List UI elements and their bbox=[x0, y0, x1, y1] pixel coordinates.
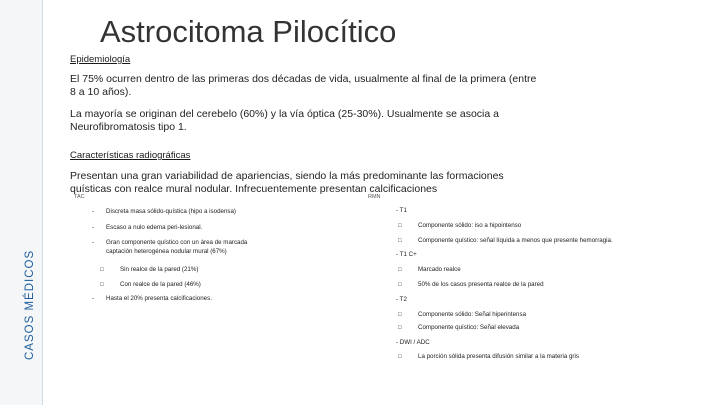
tac-item-1 bbox=[92, 207, 236, 216]
epidemiology-heading-text: Epidemiología bbox=[70, 54, 131, 65]
rmn-t1-text: T1 bbox=[399, 207, 407, 214]
radiology-line1: Presentan una gran variabilidad de apariencias, siendo la más predominante las formaciones bbox=[70, 170, 504, 182]
rmn-t2-text: T2 bbox=[399, 296, 407, 303]
rmn-t1c-item-2-text: 50% de los casos presenta realce de la pared bbox=[418, 281, 544, 288]
square-bullet-icon: □ bbox=[100, 282, 104, 288]
rmn-dwi-item-1 bbox=[398, 352, 579, 362]
rmn-t1-item-2-text: Componente quístico: señal líquida a menos que presente hemorragia. bbox=[418, 237, 613, 244]
dash-bullet: - bbox=[92, 295, 95, 302]
epidemiology-p2-line2: Neurofibromatosis tipo 1. bbox=[70, 121, 187, 133]
rmn-t1c-item-1 bbox=[398, 265, 461, 275]
rmn-t1-item-1-text: Componente sólido: iso a hipointenso bbox=[418, 222, 522, 229]
square-bullet-icon: □ bbox=[398, 238, 402, 244]
rmn-label: RMN bbox=[368, 194, 381, 200]
rmn-t1-item-2 bbox=[398, 236, 613, 246]
dash-bullet: - bbox=[92, 224, 95, 231]
square-bullet-icon: □ bbox=[398, 223, 402, 229]
tac-subitem-2-text: Con realce de la pared (46%) bbox=[120, 281, 201, 288]
epidemiology-p1-line1: El 75% ocurren dentro de las primeras dos décadas de vida, usualmente al final de la primera (entre bbox=[70, 73, 537, 85]
rmn-t1c-text: T1 C+ bbox=[399, 251, 417, 258]
dash-bullet: - bbox=[396, 207, 399, 214]
rmn-t2-item-1 bbox=[398, 310, 526, 320]
epidemiology-p1-line2: 8 a 10 años). bbox=[70, 86, 132, 98]
dash-bullet: - bbox=[396, 339, 399, 346]
rmn-t1-item-1 bbox=[398, 221, 521, 231]
epidemiology-p2-line1: La mayoría se originan del cerebelo (60%) y la vía óptica (25-30%). Usualmente se asocia a bbox=[70, 108, 499, 120]
square-bullet-icon: □ bbox=[398, 325, 402, 331]
dash-bullet: - bbox=[92, 239, 95, 246]
rmn-t2 bbox=[396, 295, 407, 304]
tac-item-2 bbox=[92, 223, 202, 232]
tac-subitem-1 bbox=[100, 265, 198, 275]
square-bullet-icon: □ bbox=[398, 282, 402, 288]
page-title: Astrocitoma Pilocítico bbox=[100, 14, 397, 49]
epidemiology-paragraph-2 bbox=[70, 108, 499, 134]
square-bullet-icon: □ bbox=[398, 312, 402, 318]
tac-item-1-text: Discreta masa sólido-quística (hipo a isodensa) bbox=[106, 208, 236, 215]
rmn-dwi-text: DWI / ADC bbox=[399, 339, 430, 346]
sidebar bbox=[0, 0, 43, 405]
rmn-dwi-item-1-text: La porción sólida presenta difusión similar a la materia gris bbox=[418, 353, 579, 360]
tac-subitem-2 bbox=[100, 280, 201, 290]
tac-item-2-text: Escaso a nulo edema peri-lesional. bbox=[106, 224, 203, 231]
radiology-paragraph bbox=[70, 170, 504, 196]
dash-bullet: - bbox=[92, 208, 95, 215]
tac-item-4 bbox=[92, 294, 212, 303]
rmn-t1 bbox=[396, 206, 407, 215]
tac-subitem-1-text: Sin realce de la pared (21%) bbox=[120, 266, 199, 273]
epidemiology-paragraph-1 bbox=[70, 73, 536, 99]
rmn-t1c-item-1-text: Marcado realce bbox=[418, 266, 461, 273]
epidemiology-heading bbox=[70, 54, 130, 65]
square-bullet-icon: □ bbox=[100, 267, 104, 273]
tac-item-3-text-a: Gran componente quístico con un área de marcada bbox=[106, 239, 248, 246]
tac-item-3-text-b: captación heterogénea nodular mural (67%) bbox=[106, 248, 227, 255]
dash-bullet: - bbox=[396, 251, 399, 258]
tac-item-3 bbox=[92, 238, 247, 256]
rmn-dwi bbox=[396, 338, 430, 347]
rmn-t1c bbox=[396, 250, 417, 259]
rmn-t2-item-1-text: Componente sólido: Señal hiperintensa bbox=[418, 311, 527, 318]
square-bullet-icon: □ bbox=[398, 354, 402, 360]
sidebar-label: CASOS MÉDICOS bbox=[24, 249, 36, 360]
rmn-t1c-item-2 bbox=[398, 280, 544, 290]
rmn-t2-item-2 bbox=[398, 323, 519, 333]
dash-bullet: - bbox=[396, 296, 399, 303]
tac-label: TAC bbox=[74, 194, 85, 200]
radiology-line2: quísticas con realce mural nodular. Infrecuentemente presentan calcificaciones bbox=[70, 183, 438, 195]
tac-item-4-text: Hasta el 20% presenta calcificaciones. bbox=[106, 295, 212, 302]
rmn-t2-item-2-text: Componente quístico: Señal elevada bbox=[418, 324, 520, 331]
radiology-heading-text: Características radiográficas bbox=[70, 150, 191, 161]
square-bullet-icon: □ bbox=[398, 267, 402, 273]
radiology-heading bbox=[70, 150, 190, 161]
